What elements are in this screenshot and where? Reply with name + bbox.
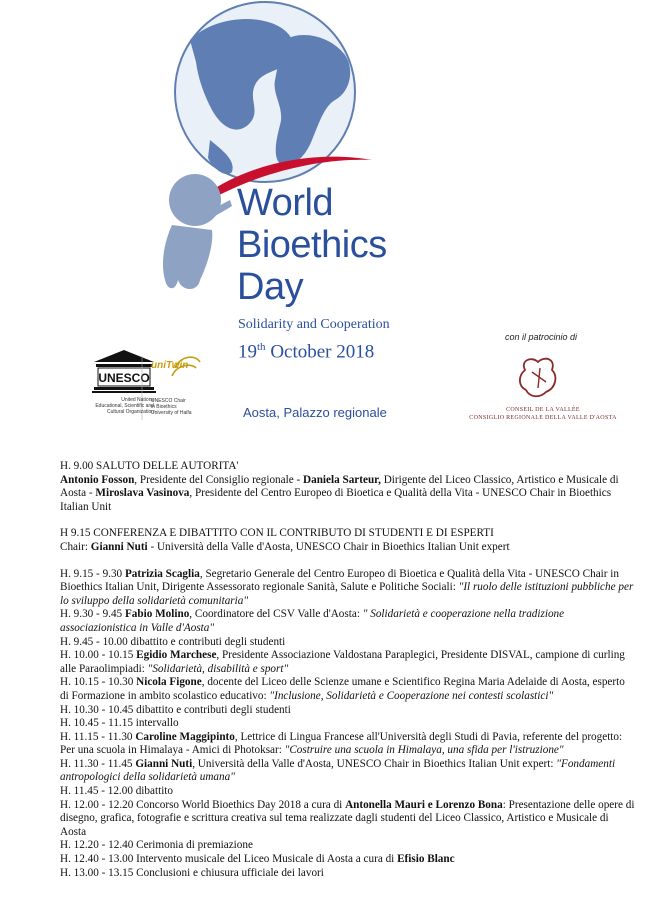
title-line-1: World bbox=[237, 182, 334, 224]
program bbox=[60, 460, 635, 880]
unitwin-label: uniTwin bbox=[151, 360, 189, 371]
header-banner bbox=[0, 0, 658, 440]
title-line-3: Day bbox=[237, 266, 304, 308]
chair-line: UNESCO Chair bbox=[151, 398, 186, 404]
program-item: H. 10.00 - 10.15 Egidio Marchese, Presidente Associazione Valdostana Paraplegici, Presidente DISVAL, campione di curling alle Paraolimpiadi: "Solidarietà, disabilità e sport" bbox=[60, 649, 625, 675]
program-item: H. 11.45 - 12.00 dibattito bbox=[60, 785, 174, 798]
program-item: H. 12.20 - 12.40 Cerimonia di premiazione bbox=[60, 839, 253, 852]
unesco-logo-icon bbox=[92, 350, 156, 393]
globe-icon bbox=[175, 2, 355, 182]
chair-line: University of Haifa bbox=[151, 410, 192, 416]
event-date bbox=[238, 341, 374, 363]
chair-line: in Bioethics bbox=[151, 404, 177, 410]
program-item: H. 9.15 - 9.30 Patrizia Scaglia, Segretario Generale del Centro Europeo di Bioetica e Qualità della Vita - UNESCO Chair in Bioethics Italian Unit, Dirigente Assessorato regionale Sanità, Salute e Politiche Sociali: "Il ruolo delle istituzioni pubbliche per lo sviluppo della solidarietà comunitaria" bbox=[60, 567, 634, 607]
svg-text:UNESCO: UNESCO bbox=[98, 371, 150, 385]
program-item: H. 9.30 - 9.45 Fabio Molino, Coordinatore del CSV Valle d'Aosta: " Solidarietà e cooperazione nella tradizione associazionistica in Valle d'Aosta" bbox=[60, 608, 565, 634]
subtitle: Solidarity and Cooperation bbox=[238, 317, 390, 332]
council-crest-icon bbox=[520, 359, 556, 397]
program-item: H. 12.00 - 12.20 Concorso World Bioethics Day 2018 a cura di Antonella Mauri e Lorenzo Bona: Presentazione delle opere di disegno, grafica, fotografie e scrittura creativa sul tema realizzate dagli studenti del Liceo Classico, Artistico e Musicale di Aosta bbox=[60, 798, 635, 838]
unesco-org-text bbox=[92, 397, 154, 415]
session-chair: Chair: Gianni Nuti - Università della Valle d'Aosta, UNESCO Chair in Bioethics Italian Unit expert bbox=[60, 540, 510, 553]
session-heading: H 9.15 CONFERENZA E DIBATTITO CON IL CONTRIBUTO DI STUDENTI E DI ESPERTI bbox=[60, 527, 494, 540]
unesco-org-line: United Nations bbox=[121, 397, 154, 403]
program-item: H. 12.40 - 13.00 Intervento musicale del Liceo Musicale di Aosta a cura di Efisio Blanc bbox=[60, 853, 455, 866]
program-item: H. 10.30 - 10.45 dibattito e contributi degli studenti bbox=[60, 703, 291, 716]
date-rest: October 2018 bbox=[270, 341, 375, 363]
council-name-it: CONSIGLIO REGIONALE DELLA VALLE D'AOSTA bbox=[469, 415, 617, 421]
date-day: 19 bbox=[238, 341, 257, 363]
unesco-org-line: Educational, Scientific and bbox=[95, 403, 154, 409]
title-line-2: Bioethics bbox=[237, 224, 387, 266]
program-item: H. 10.15 - 10.30 Nicola Figone, docente del Liceo delle Scienze umane e Scientifico Regina Maria Adelaide di Aosta, esperto di Formazione in ambito scolastico educativo: "Inclusione, Solidarietà e Cooperazione nei contesti scolastici" bbox=[60, 676, 625, 702]
program-item: H. 11.30 - 11.45 Gianni Nuti, Università della Valle d'Aosta, UNESCO Chair in Bioethics Italian Unit expert: "Fondamenti antropologici della solidarietà umana" bbox=[60, 757, 616, 784]
chair-text bbox=[151, 398, 211, 416]
program-item: H. 13.00 - 13.15 Conclusioni e chiusura ufficiale dei lavori bbox=[60, 866, 324, 879]
program-item: Antonio Fosson, Presidente del Consiglio regionale - Daniela Sarteur, Dirigente del Liceo Classico, Artistico e Musicale di Aosta - Miroslava Vasinova, Presidente del Centro Europeo di Bioetica e Qualità della Vita - UNESCO Chair in Bioethics Italian Unit bbox=[60, 473, 619, 513]
date-suffix: th bbox=[257, 341, 266, 353]
council-name-fr: CONSEIL DE LA VALLÉE bbox=[506, 407, 580, 413]
unesco-org-line: Cultural Organization bbox=[107, 409, 154, 415]
program-item: H. 10.45 - 11.15 intervallo bbox=[60, 717, 179, 730]
patronage-label: con il patrocinio di bbox=[505, 332, 578, 342]
session-heading: H. 9.00 SALUTO DELLE AUTORITA' bbox=[60, 460, 239, 472]
program-item: H. 9.45 - 10.00 dibattito e contributi degli studenti bbox=[60, 635, 286, 648]
event-place: Aosta, Palazzo regionale bbox=[243, 405, 387, 420]
program-item: H. 11.15 - 11.30 Caroline Maggipinto, Lettrice di Lingua Francese all'Università degli Studi di Pavia, referente del progetto: Per una scuola in Himalaya - Amici di Photoksar: "Costruire una scuola in Himalaya, una sfida per l'istruzione" bbox=[60, 730, 623, 757]
